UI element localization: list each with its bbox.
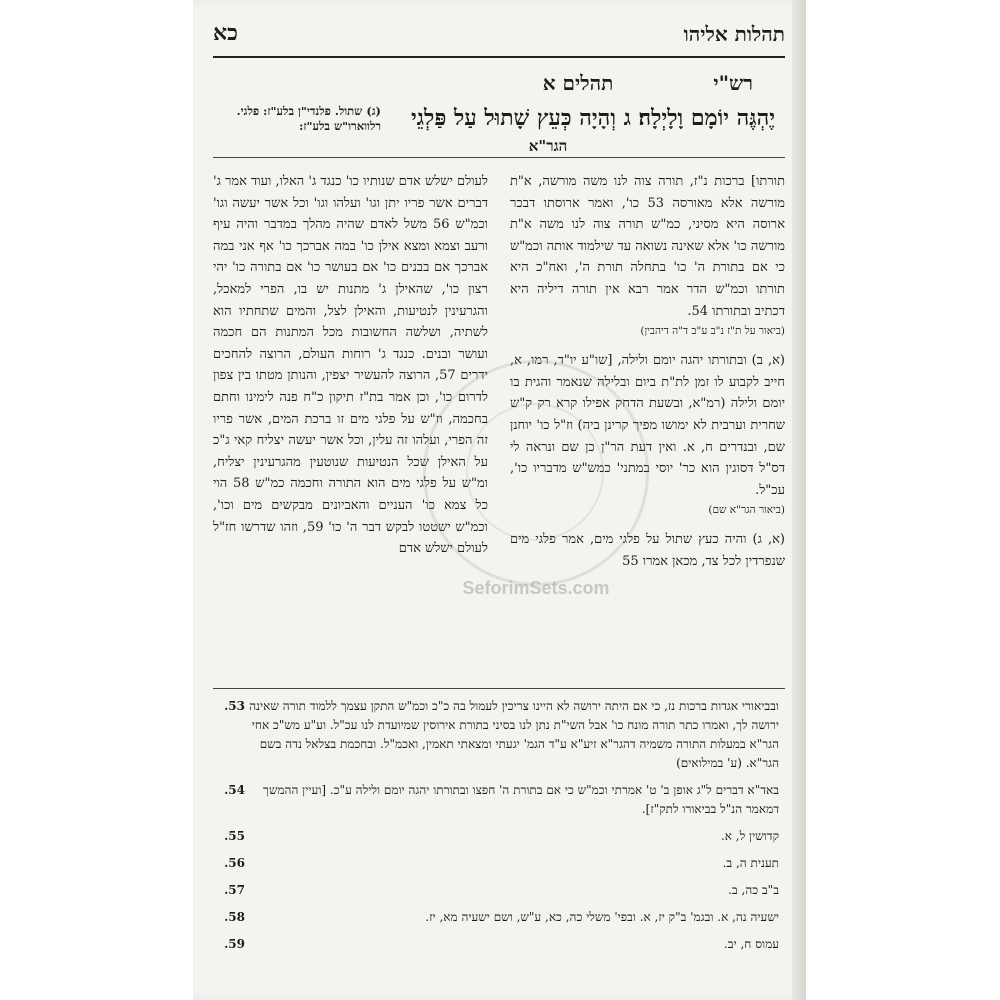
- footnote-number: 56.: [224, 856, 245, 870]
- footnote-text: ב"ב כה, ב.: [728, 883, 779, 897]
- gra-title: הגר"א: [528, 137, 568, 155]
- commentary-paragraph: (א, ב) ובתורתו יהגה יומם ולילה, [שו"ע יו"ד, רמו, א, חייב לקבוע לו זמן לת"ת ביום ובלילה שנאמר והגית בו יומם ולילה (רמ"א, ובשעת הדחק אפילו קרא רק ק"ש שחרית וערבית לא ימושו מפיך קרינן ביה) וז"ל כו' יוחנן שם, ובנדרים ח, א. ואין דעת הר"ן כן שם ונראה לי דס"ל דסוגין הוא כר' יוסי במתני' כמש"ש מדבריו כו', עכ"ל.: [510, 353, 785, 498]
- commentary-paragraph: תורתו] ברכות נ"ז, תורה צוה לנו משה מורשה, א"ת מורשה אלא מאורסה 53 כו', ואמר ארוסתו דבכר ארוסה היא מסיני, כמ"ש תורה צוה לנו משה א"ת מורשה כו' אלא שאינה נשואה עד שילמוד אותה וכמ"ש כי אם בתורת ה' כו' בתחלה תורת ה', ואח"כ היא תורתו וכמ"ש הדר אמר רבא אין תורה דיליה היא דכתיב ובתורתו 54.: [510, 174, 785, 319]
- footnote-text: באד"א דברים ל"ג אופן ב' ט' אמרתי וכמ"ש כי אם בתורת ה' חפצו ובתורתו יהגה יומם ולילה ע"כ. [ועיין ההמשך דמאמר הנ"ל בביאורו לתק"ז].: [263, 783, 779, 816]
- footnote: [213, 781, 785, 819]
- footnote-text: ובביאורי אגדות ברכות נז, כי אם היתה ירושה לא היינו צריכין לעמול בה כ"כ וכמ"ש התקן עצמך ללמוד תורה שאינה ירושה לך, ואמרו כתר תורה מונח כו' אבל השי"ת נתן לנו בסיני בתורת אירוסין שמיועדת לנו עכ"ל. וע"ע מש"כ אחי הגר"א במעלות התורה משמיה דהגר"א זיע"א ע"ד הגמ' יגעתי ומצאתי תאמין, ואכמ"ל. ובחכמת בצלאל נדה בשם הגר"א. (ע' במילואים): [249, 699, 779, 770]
- page-edge: [792, 0, 806, 1000]
- gra-rule: [213, 157, 785, 158]
- source-citation: (ביאור על ת"ז נ"ב ע"ב ד"ה דיהבין): [640, 325, 785, 338]
- footnote-rule: [213, 688, 785, 689]
- footnote: [213, 697, 785, 773]
- rashi-commentary: (ג) שתול. פלנדי"ן בלע"ז: פלגי. רלווארו"ש בלע"ז:: [236, 104, 381, 133]
- running-title: תהלות אליהו: [683, 22, 785, 46]
- footnote-text: ישעיה נה, א. ובגמ' ב"ק יז, א. ובפי' משלי כה, כא, ע"ש, ושם ישעיה מא, יז.: [425, 910, 779, 924]
- page-number: כא: [213, 20, 238, 46]
- footnotes: [213, 697, 785, 962]
- footnote-number: 53.: [224, 699, 245, 713]
- source-citation: (ביאור הגר"א שם): [708, 504, 785, 517]
- verse-text: יֶהְגֶּה יוֹמָם וָלָיְלָה׃ ג וְהָיָה כְּעֵץ שָׁתוּל עַל פַּלְגֵי: [411, 105, 775, 131]
- footnote: [213, 908, 785, 927]
- section-title: תהלים א: [542, 71, 614, 95]
- footnote-number: 57.: [224, 883, 245, 897]
- commentary-paragraph: (א, ג) והיה כעץ שתול על פלגי מים, אמר פלגי מים שנפרדין לכל צד, מכאן אמרו 55: [510, 532, 785, 569]
- running-head: [213, 18, 785, 54]
- footnote: [213, 881, 785, 900]
- rashi-title: רש"י: [713, 71, 753, 95]
- footnote-number: 59.: [224, 937, 245, 951]
- footnote: [213, 935, 785, 954]
- footnote-text: עמוס ח, יב.: [723, 937, 779, 951]
- header-rule: [213, 56, 785, 58]
- footnote-text: תענית ה, ב.: [722, 856, 779, 870]
- watermark-seal: [423, 360, 649, 598]
- commentary-paragraph: לעולם ישלש אדם שנותיו כו' כנגד ג' האלו, ועוד אמר ג' דברים אשר פריו יתן וגו' ועלהו וגו' וכל אשר יעשה וגו' וכמ"ש 56 משל לאדם שהיה מהלך במדבר והיה עיף ורעב וצמא ומצא אילן כו' במה אברכך כו' אף אני במה אברכך אם בבנים כו' אם בעושר כו' אם בתורה כו' יהי רצון כו', שהאילן ג' מתנות יש בו, הפרי למאכל, והגרעינין לנטיעות, והאילן לצל, והמים שתחתיו הוא לשתיה, ושלשה החשובות מכל המתנות הם חכמה ועושר ובנים. כנגד ג' רוחות העולם, הרוצה להחכים ידרים 57, הרוצה להעשיר יצפין, והנותן מטתו בין צפון לדרום כו', וכן אמר בת"ז תיקון כ"ח פנה לימינו וחתם בחכמה, וז"ש על פלגי מים זו ברכת המים, אשר פריו זה הפרי, ועלהו זה עלין, וכל אשר יעשה יצליח קאי ג"כ על האילן שכל הנטיעות שנוטעין מהגרעינין יצליח, ומ"ש על פלגי מים הוא התורה וחכמה כמ"ש 58 הוי כל צמא כו' העניים והאביונים מבקשים מים וכו', וכמ"ש ישטטו לבקש דבר ה' כו' 59, וזהו שדרשו חז"ל לעולם ישלש אדם: [213, 174, 489, 557]
- footnote-number: 54.: [224, 783, 245, 797]
- watermark-inner-ring: [466, 403, 604, 541]
- footnote-text: קדושין ל, א.: [720, 829, 779, 843]
- footnote: [213, 827, 785, 846]
- footnote-number: 58.: [224, 910, 245, 924]
- watermark-text: SeforimSets.com: [462, 578, 610, 598]
- book-page: [193, 0, 805, 1000]
- footnote: [213, 854, 785, 873]
- footnote-number: 55.: [224, 829, 245, 843]
